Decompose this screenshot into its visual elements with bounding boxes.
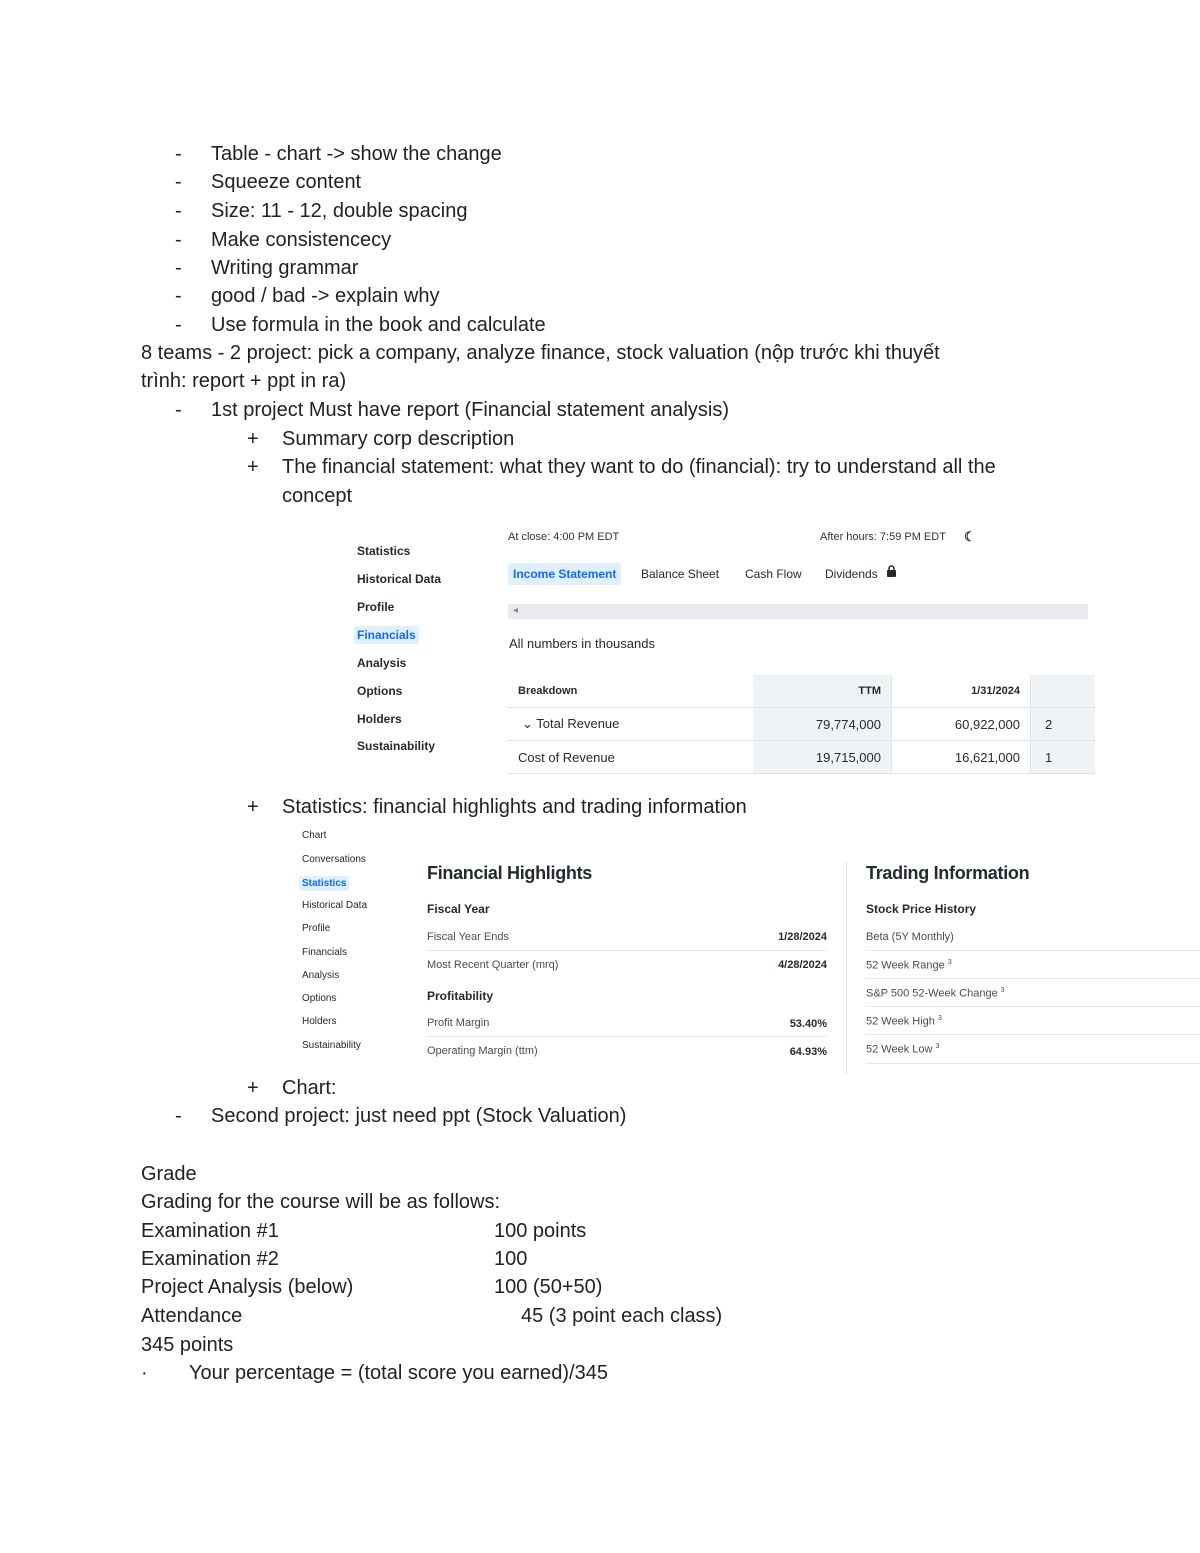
tab-balance-sheet: Balance Sheet xyxy=(641,567,720,581)
week-high-label: 52 Week High $^3$ xyxy=(866,1015,942,1028)
grade-item-points: 100 points xyxy=(494,1220,587,1242)
bullet-item: Squeeze content xyxy=(211,171,362,193)
bullet-item: Table - chart -> show the change xyxy=(211,143,502,165)
project1-sub3: Statistics: financial highlights and trading information xyxy=(282,796,747,818)
beta-label: Beta (5Y Monthly) xyxy=(866,931,954,943)
row-value: 60,922,000 xyxy=(892,708,1031,741)
row-label: Cost of Revenue xyxy=(508,741,753,774)
nav-holders: Holders xyxy=(302,1016,337,1027)
nav-analysis: Analysis xyxy=(302,970,340,981)
bullet-dash: - xyxy=(175,285,182,307)
profit-margin-label: Profit Margin xyxy=(427,1017,490,1029)
nav-holders: Holders xyxy=(357,712,402,726)
grade-item-points: 100 xyxy=(494,1248,528,1270)
grade-item-name: Examination #1 xyxy=(141,1220,279,1242)
bullet-dash: - xyxy=(175,399,182,421)
tab-cash-flow: Cash Flow xyxy=(745,567,802,581)
project1-sub4: Chart: xyxy=(282,1077,337,1099)
sub-bullet-plus: + xyxy=(247,428,259,450)
header-breakdown: Breakdown xyxy=(508,675,753,708)
row-divider xyxy=(427,950,827,951)
nav-profile: Profile xyxy=(302,923,331,934)
most-recent-quarter-label: Most Recent Quarter (mrq) xyxy=(427,959,559,971)
nav-statistics: Statistics xyxy=(299,876,349,891)
column-divider xyxy=(846,862,847,1074)
grade-title: Grade xyxy=(141,1163,197,1185)
nav-conversations: Conversations xyxy=(302,854,366,865)
grade-percentage: Your percentage = (total score you earned)/345 xyxy=(189,1362,608,1384)
nav-sustainability: Sustainability xyxy=(302,1040,361,1051)
financial-highlights-heading: Financial Highlights xyxy=(427,863,593,883)
week-range-label: 52 Week Range $^3$ xyxy=(866,959,952,972)
nav-financials: Financials xyxy=(302,947,348,958)
grade-bullet: · xyxy=(141,1362,148,1384)
grade-item-name: Examination #2 xyxy=(141,1248,279,1270)
header-date: 1/31/2024 xyxy=(892,675,1031,708)
operating-margin-value: 64.93% xyxy=(789,1046,827,1058)
trading-information-heading: Trading Information xyxy=(866,863,1030,883)
scroll-left-arrow: ◂ xyxy=(513,605,519,616)
project-intro-line2: trình: report + ppt in ra) xyxy=(141,370,347,392)
sub-bullet-plus: + xyxy=(247,796,259,818)
grade-intro: Grading for the course will be as follows: xyxy=(141,1191,501,1213)
row-divider xyxy=(866,978,1200,979)
nav-historical-data: Historical Data xyxy=(302,900,368,911)
header-ttm: TTM xyxy=(753,675,892,708)
bullet-item: Make consistencecy xyxy=(211,229,392,251)
project1-title: 1st project Must have report (Financial statement analysis) xyxy=(211,399,729,421)
row-value: 2 xyxy=(1031,708,1096,741)
table-row xyxy=(508,741,1095,774)
at-close-time: At close: 4:00 PM EDT xyxy=(508,531,620,543)
numbers-note: All numbers in thousands xyxy=(509,636,655,651)
nav-sustainability: Sustainability xyxy=(357,739,436,753)
fiscal-year-ends-label: Fiscal Year Ends xyxy=(427,931,509,943)
stock-price-history-heading: Stock Price History xyxy=(866,902,977,916)
grade-item-name: Attendance xyxy=(141,1305,243,1327)
grade-item-points: 100 (50+50) xyxy=(494,1276,603,1298)
row-label: ⌄ Total Revenue xyxy=(508,708,753,741)
nav-historical-data: Historical Data xyxy=(357,572,442,586)
bullet-dash: - xyxy=(175,1105,182,1127)
operating-margin-label: Operating Margin (ttm) xyxy=(427,1045,538,1057)
grade-item-name: Project Analysis (below) xyxy=(141,1276,354,1298)
bullet-dash: - xyxy=(175,314,182,336)
after-hours-time: After hours: 7:59 PM EDT xyxy=(820,531,946,543)
row-value: 16,621,000 xyxy=(892,741,1031,774)
row-value: 1 xyxy=(1031,741,1096,774)
table-row xyxy=(508,708,1095,741)
sp500-change-label: S&P 500 52-Week Change $^3$ xyxy=(866,987,1005,1000)
tab-dividends: Dividends xyxy=(825,567,878,581)
grade-item-points: 45 (3 point each class) xyxy=(521,1305,723,1327)
project1-sub2-line1: The financial statement: what they want to do (financial): try to understand all the xyxy=(282,456,996,478)
row-divider xyxy=(866,1063,1200,1064)
grade-total: 345 points xyxy=(141,1334,234,1356)
fiscal-year-ends-value: 1/28/2024 xyxy=(778,931,827,943)
sub-bullet-plus: + xyxy=(247,456,259,478)
profitability-heading: Profitability xyxy=(427,989,494,1003)
nav-financials: Financials xyxy=(354,626,419,644)
header-next xyxy=(1031,675,1096,708)
most-recent-quarter-value: 4/28/2024 xyxy=(778,959,827,971)
row-value: 19,715,000 xyxy=(753,741,892,774)
sub-bullet-plus: + xyxy=(247,1077,259,1099)
financials-screenshot xyxy=(340,520,1100,775)
statistics-screenshot xyxy=(290,826,1200,1076)
bullet-dash: - xyxy=(175,200,182,222)
bullet-dash: - xyxy=(175,171,182,193)
row-divider xyxy=(866,950,1200,951)
row-value: 79,774,000 xyxy=(753,708,892,741)
week-low-label: 52 Week Low $^3$ xyxy=(866,1043,940,1056)
moon-icon: ☾ xyxy=(964,529,976,544)
nav-options: Options xyxy=(357,684,403,698)
bullet-item: Use formula in the book and calculate xyxy=(211,314,546,336)
project1-sub1: Summary corp description xyxy=(282,428,515,450)
nav-options: Options xyxy=(302,993,337,1004)
nav-statistics: Statistics xyxy=(357,544,411,558)
bullet-dash: - xyxy=(175,257,182,279)
row-divider xyxy=(427,1036,827,1037)
bullet-dash: - xyxy=(175,143,182,165)
row-divider xyxy=(866,1034,1200,1035)
table-header-row xyxy=(508,675,1095,708)
lock-icon xyxy=(886,565,897,580)
project1-sub2-line2: concept xyxy=(282,485,353,507)
profit-margin-value: 53.40% xyxy=(789,1018,827,1030)
horizontal-scrollbar xyxy=(508,604,1088,619)
fiscal-year-heading: Fiscal Year xyxy=(427,902,490,916)
tab-income-statement: Income Statement xyxy=(508,563,621,585)
income-statement-table xyxy=(508,675,1095,774)
row-divider xyxy=(866,1006,1200,1007)
nav-analysis: Analysis xyxy=(357,656,407,670)
bullet-item: Size: 11 - 12, double spacing xyxy=(211,200,468,222)
nav-chart: Chart xyxy=(302,830,327,841)
project-intro-line1: 8 teams - 2 project: pick a company, analyze finance, stock valuation (nộp trước khi thuyết xyxy=(141,342,940,364)
bullet-item: good / bad -> explain why xyxy=(211,285,440,307)
bullet-item: Writing grammar xyxy=(211,257,359,279)
bullet-dash: - xyxy=(175,229,182,251)
nav-profile: Profile xyxy=(357,600,395,614)
project2-title: Second project: just need ppt (Stock Valuation) xyxy=(211,1105,627,1127)
